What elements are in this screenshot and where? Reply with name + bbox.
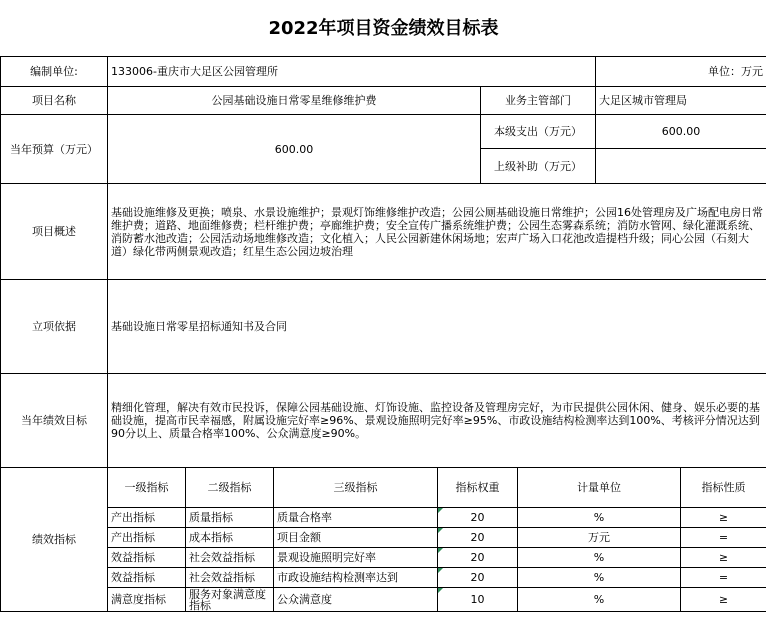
cell-l3: 项目金额 <box>274 528 438 548</box>
cell-weight: 20 <box>438 508 518 528</box>
cell-unit: % <box>518 568 681 588</box>
cell-weight: 20 <box>438 568 518 588</box>
cell-nature: = <box>681 568 766 588</box>
cell-unit: % <box>518 508 681 528</box>
col-header-unit: 计量单位 <box>518 468 681 508</box>
col-header-l3: 三级指标 <box>274 468 438 508</box>
cell-l2: 服务对象满意度指标 <box>186 588 274 612</box>
overview-label: 项目概述 <box>1 184 108 280</box>
table-row <box>1 528 766 548</box>
cell-weight: 20 <box>438 548 518 568</box>
goal-label: 当年绩效目标 <box>1 374 108 468</box>
cell-l3: 景观设施照明完好率 <box>274 548 438 568</box>
col-header-nature: 指标性质 <box>681 468 766 508</box>
basis-text: 基础设施日常零星招标通知书及合同 <box>108 280 766 374</box>
goal-text: 精细化管理，解决有效市民投诉，保障公园基础设施、灯饰设施、监控设备及管理房完好，为市民提供公园休闲、健身、娱乐必要的基础设施，提高市民幸福感，附属设施完好率≥96%、景观设施照明完好率≥95%、市政设施结构检测率达到100%、考核评分情况达到90分以上、质量合格率100%、公众满意度≥90%。 <box>108 374 766 468</box>
project-name-value: 公园基础设施日常零星维修维护费 <box>108 87 481 115</box>
cell-l2: 成本指标 <box>186 528 274 548</box>
col-header-l2: 二级指标 <box>186 468 274 508</box>
indicators-label: 绩效指标 <box>1 468 108 612</box>
project-name-label: 项目名称 <box>1 87 108 115</box>
table-row <box>1 508 766 528</box>
table-row <box>1 548 766 568</box>
col-header-weight: 指标权重 <box>438 468 518 508</box>
cell-l2: 质量指标 <box>186 508 274 528</box>
cell-weight: 10 <box>438 588 518 612</box>
subsidy-value <box>596 149 766 184</box>
cell-nature: = <box>681 528 766 548</box>
cell-nature: ≥ <box>681 588 766 612</box>
unit-label: 单位：万元 <box>596 57 766 87</box>
overview-text: 基础设施维修及更换；喷泉、水景设施维护；景观灯饰维修维护改造；公园公厕基础设施日常维护；公园16处管理房及广场配电房日常维护费；道路、地面维修费；栏杆维护费；亭廊维护费；安全宣传广播系统维护费；公园生态雾森系统；消防水管网、绿化灌溉系统、消防蓄水池改造；公园活动场地维修改造；文化植入；人民公园新建休闲场地；宏声广场入口花池改造提档升级；同心公园（石刻大道）绿化带两侧景观改造；红星生态公园边坡治理 <box>108 184 766 280</box>
table-row <box>1 568 766 588</box>
cell-l3: 公众满意度 <box>274 588 438 612</box>
org-label: 编制单位: <box>1 57 108 87</box>
cell-l3: 质量合格率 <box>274 508 438 528</box>
cell-nature: ≥ <box>681 508 766 528</box>
cell-l1: 满意度指标 <box>108 588 186 612</box>
dept-value: 大足区城市管理局 <box>596 87 766 115</box>
cell-nature: ≥ <box>681 548 766 568</box>
cell-unit: 万元 <box>518 528 681 548</box>
cell-l1: 效益指标 <box>108 568 186 588</box>
table-row <box>1 588 766 612</box>
col-header-l1: 一级指标 <box>108 468 186 508</box>
cell-l1: 产出指标 <box>108 528 186 548</box>
local-expense-label: 本级支出（万元） <box>481 115 596 149</box>
cell-l2: 社会效益指标 <box>186 548 274 568</box>
budget-label: 当年预算（万元） <box>1 115 108 184</box>
cell-l1: 效益指标 <box>108 548 186 568</box>
local-expense-value: 600.00 <box>596 115 766 149</box>
cell-l3: 市政设施结构检测率达到 <box>274 568 438 588</box>
cell-l1: 产出指标 <box>108 508 186 528</box>
basis-label: 立项依据 <box>1 280 108 374</box>
page-title: 2022年项目资金绩效目标表 <box>1 0 766 57</box>
org-value: 133006-重庆市大足区公园管理所 <box>108 57 596 87</box>
subsidy-label: 上级补助（万元） <box>481 149 596 184</box>
cell-unit: % <box>518 548 681 568</box>
cell-unit: % <box>518 588 681 612</box>
dept-label: 业务主管部门 <box>481 87 596 115</box>
cell-weight: 20 <box>438 528 518 548</box>
budget-total: 600.00 <box>108 115 481 184</box>
cell-l2: 社会效益指标 <box>186 568 274 588</box>
